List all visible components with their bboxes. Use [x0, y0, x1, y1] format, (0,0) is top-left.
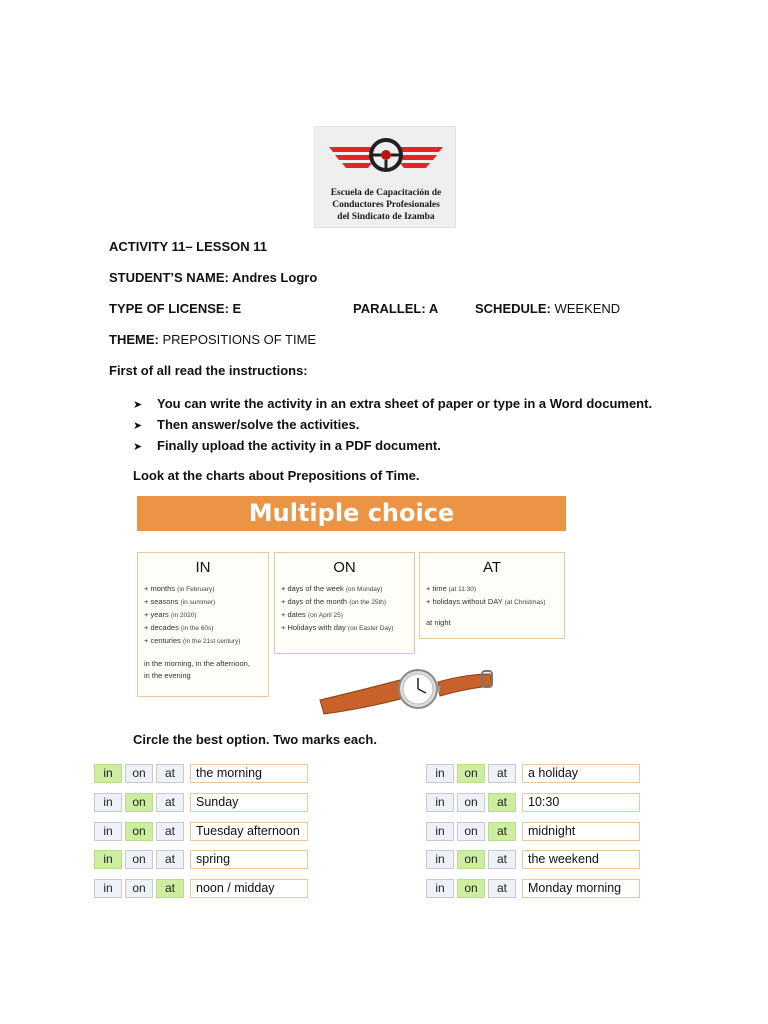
chart-item: + days of the month (on the 25th)	[281, 597, 387, 606]
logo-text-line-3: del Sindicato de Izamba	[337, 212, 435, 222]
option-on-left-1[interactable]: on	[125, 764, 153, 783]
option-on-right-4[interactable]: on	[457, 850, 485, 869]
look-at-charts-text: Look at the charts about Prepositions of Time.	[133, 468, 420, 483]
chart-item: + centuries (in the 21st century)	[144, 636, 241, 645]
chart-item: + days of the week (on Monday)	[281, 584, 383, 593]
option-on-right-3[interactable]: on	[457, 822, 485, 841]
school-logo	[314, 126, 456, 228]
option-in-right-1[interactable]: in	[426, 764, 454, 783]
chart-item: + months (in February)	[144, 584, 215, 593]
chart-item: + time (at 11:30)	[426, 584, 477, 593]
phrase-box-left-4: spring	[190, 850, 308, 869]
option-at-left-1[interactable]: at	[156, 764, 184, 783]
exercise-instruction: Circle the best option. Two marks each.	[133, 732, 377, 747]
option-in-left-1[interactable]: in	[94, 764, 122, 783]
chart-item: + dates (on April 25)	[281, 610, 343, 619]
option-at-left-4[interactable]: at	[156, 850, 184, 869]
phrase-box-left-5: noon / midday	[190, 879, 308, 898]
chart-box-at	[419, 552, 565, 639]
option-on-left-3[interactable]: on	[125, 822, 153, 841]
arrow-bullet-icon: ➤	[133, 441, 143, 453]
option-on-left-2[interactable]: on	[125, 793, 153, 812]
chart-box-title: AT	[482, 559, 502, 576]
option-at-left-5[interactable]: at	[156, 879, 184, 898]
schedule-label: SCHEDULE:	[475, 301, 551, 316]
chart-item: + Holidays with day (on Easter Day)	[281, 623, 394, 632]
option-in-left-2[interactable]: in	[94, 793, 122, 812]
option-in-left-4[interactable]: in	[94, 850, 122, 869]
theme-row	[109, 332, 316, 348]
phrase-box-right-5: Monday morning	[522, 879, 640, 898]
option-at-right-1[interactable]: at	[488, 764, 516, 783]
wristwatch-icon	[312, 660, 502, 720]
option-at-left-3[interactable]: at	[156, 822, 184, 841]
schedule-row	[475, 301, 620, 317]
parallel-row	[353, 301, 438, 317]
arrow-bullet-icon: ➤	[133, 399, 143, 411]
phrase-box-right-1: a holiday	[522, 764, 640, 783]
license-label: TYPE OF LICENSE:	[109, 301, 229, 316]
option-at-right-4[interactable]: at	[488, 850, 516, 869]
activity-title: ACTIVITY 11– LESSON 11	[109, 239, 267, 254]
option-on-right-2[interactable]: on	[457, 793, 485, 812]
student-name-row	[109, 270, 317, 286]
option-in-right-2[interactable]: in	[426, 793, 454, 812]
multiple-choice-banner: Multiple choice	[137, 496, 566, 531]
student-name-label: STUDENT’S NAME:	[109, 270, 229, 285]
chart-item: + years (in 2020)	[144, 610, 197, 619]
phrase-box-right-4: the weekend	[522, 850, 640, 869]
chart-box-on	[274, 552, 415, 654]
instruction-item: ➤ You can write the activity in an extra sheet of paper or type in a Word document.	[133, 396, 653, 411]
instruction-item: ➤ Then answer/solve the activities.	[133, 417, 360, 432]
option-at-right-5[interactable]: at	[488, 879, 516, 898]
winged-steering-wheel-icon	[325, 133, 447, 183]
option-in-right-3[interactable]: in	[426, 822, 454, 841]
license-value: E	[232, 301, 242, 316]
instruction-item: ➤ Finally upload the activity in a PDF document.	[133, 438, 441, 453]
instructions-intro: First of all read the instructions:	[109, 363, 308, 378]
logo-text-line-1: Escuela de Capacitación de	[330, 188, 442, 198]
chart-extra-note: at night	[426, 618, 451, 627]
chart-item: + decades (in the 60s)	[144, 623, 214, 632]
option-in-right-4[interactable]: in	[426, 850, 454, 869]
phrase-box-right-2: 10:30	[522, 793, 640, 812]
option-in-left-5[interactable]: in	[94, 879, 122, 898]
option-at-right-2[interactable]: at	[488, 793, 516, 812]
option-at-left-2[interactable]: at	[156, 793, 184, 812]
logo-text-line-2: Conductores Profesionales	[332, 200, 440, 210]
chart-item: + holidays without DAY (at Christmas)	[426, 597, 546, 606]
chart-extra-note: in the morning, in the afternoon, in the evening	[144, 659, 250, 680]
phrase-box-left-2: Sunday	[190, 793, 308, 812]
option-at-right-3[interactable]: at	[488, 822, 516, 841]
chart-box-in	[137, 552, 269, 697]
phrase-box-left-1: the morning	[190, 764, 308, 783]
option-on-left-4[interactable]: on	[125, 850, 153, 869]
theme-value: PREPOSITIONS OF TIME	[162, 332, 317, 347]
license-row	[109, 301, 241, 317]
chart-box-title: ON	[333, 559, 356, 576]
phrase-box-right-3: midnight	[522, 822, 640, 841]
chart-item: + seasons (in summer)	[144, 597, 216, 606]
arrow-bullet-icon: ➤	[133, 420, 143, 432]
student-name-value: Andres Logro	[232, 270, 318, 285]
option-on-right-5[interactable]: on	[457, 879, 485, 898]
parallel-label: PARALLEL:	[353, 301, 426, 316]
schedule-value: WEEKEND	[554, 301, 621, 316]
option-on-left-5[interactable]: on	[125, 879, 153, 898]
option-in-left-3[interactable]: in	[94, 822, 122, 841]
theme-label: THEME:	[109, 332, 159, 347]
chart-box-title: IN	[195, 559, 211, 576]
option-in-right-5[interactable]: in	[426, 879, 454, 898]
phrase-box-left-3: Tuesday afternoon	[190, 822, 308, 841]
option-on-right-1[interactable]: on	[457, 764, 485, 783]
parallel-value: A	[428, 301, 439, 316]
